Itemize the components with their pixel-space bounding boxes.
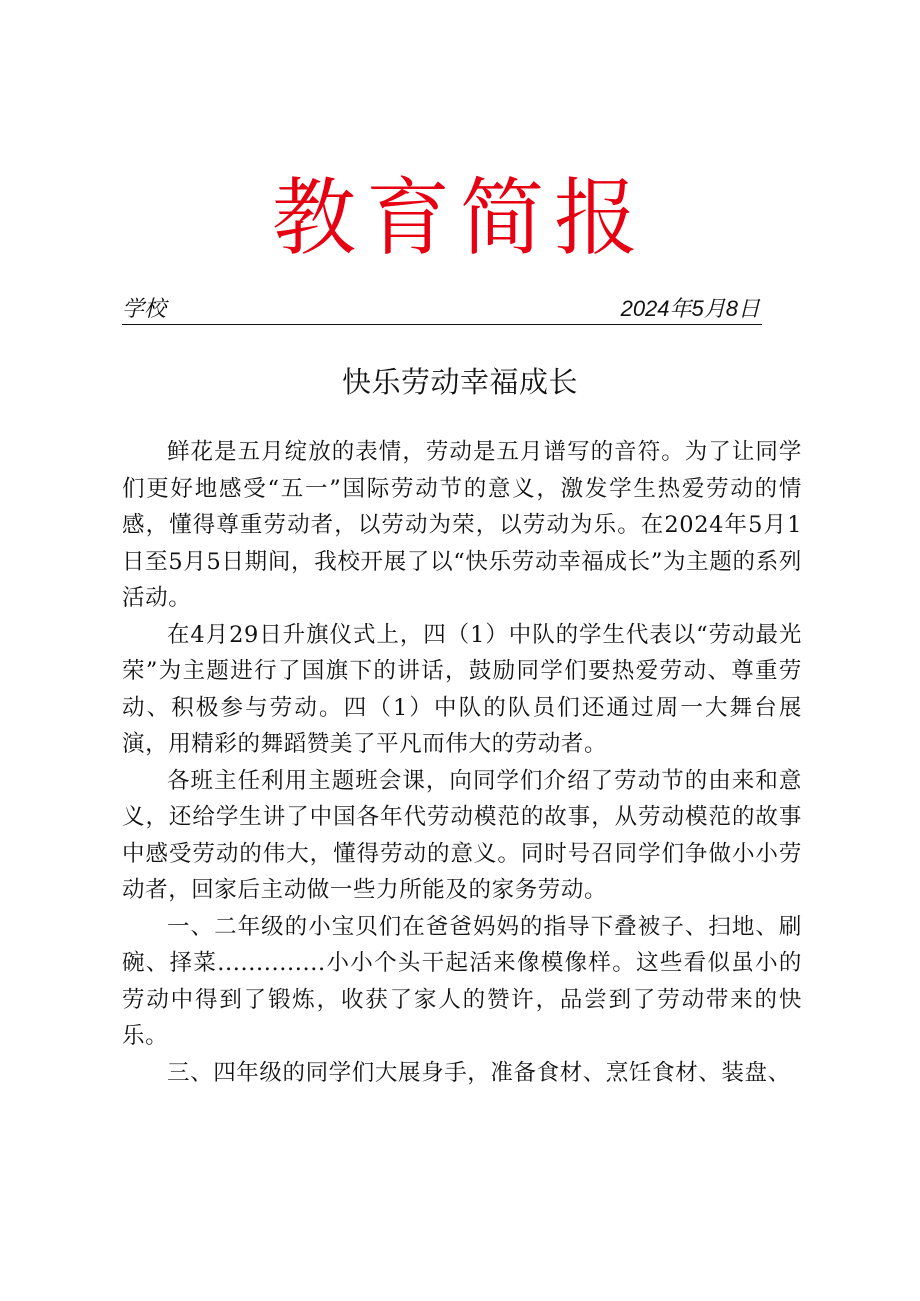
paragraph: 各班主任利用主题班会课，向同学们介绍了劳动节的由来和意义，还给学生讲了中国各年代劳动模范的故事，从劳动模范的故事中感受劳动的伟大，懂得劳动的意义。同时号召同学们争做小小劳动者，回家后主动做一些力所能及的家务劳动。 <box>122 767 802 903</box>
article-title: 快乐劳动幸福成长 <box>341 365 578 399</box>
paragraph: 鲜花是五月绽放的表情，劳动是五月谱写的音符。为了让同学们更好地感受“五一”国际劳动节的意义，激发学生热爱劳动的情感，懂得尊重劳动者，以劳动为荣，以劳动为乐。在2024年5月1日至5月5日期间，我校开展了以“快乐劳动幸福成长”为主题的系列活动。 <box>122 439 802 611</box>
newsletter-masthead: 教育简报 <box>271 169 648 267</box>
paragraph: 三、四年级的同学们大展身手，准备食材、烹饪食材、装盘、 <box>167 1059 791 1086</box>
paragraph: 在4月29日升旗仪式上，四（1）中队的学生代表以“劳动最光荣”为主题进行了国旗下的讲话，鼓励同学们要热爱劳动、尊重劳动、积极参与劳动。四（1）中队的队员们还通过周一大舞台展演，用精彩的舞蹈赞美了平凡而伟大的劳动者。 <box>122 621 802 757</box>
issue-date: 2024年5月8日 <box>620 296 760 321</box>
article-body <box>122 434 802 1091</box>
paragraph: 一、二年级的小宝贝们在爸爸妈妈的指导下叠被子、扫地、刷碗、择菜..............小小个头干起活来像模像样。这些看似虽小的劳动中得到了锻炼，收获了家人的赞许，品尝到了劳动带来的快乐。 <box>122 913 802 1049</box>
meta-row <box>122 296 762 325</box>
school-label: 学校 <box>122 296 167 321</box>
